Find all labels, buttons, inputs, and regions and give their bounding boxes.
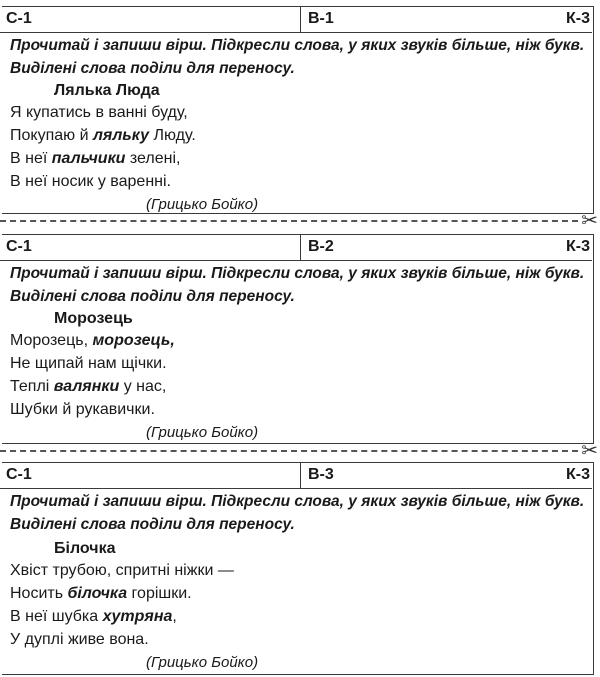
poem-title: Морозець [54,310,133,327]
poem-author: (Грицько Бойко) [146,196,259,213]
poem-line: Не щипай нам щічки. [10,355,167,372]
instruction-text: Прочитай і запиши вірш. Підкресли слова, у яких звуків більше, ніж букв. Виділені слова поділи для переносу. [10,493,585,533]
header-rule [0,32,592,33]
header-rule [0,260,592,261]
poem-line: Покупаю й ляльку Люду. [10,127,196,144]
scissors-icon: ✂ [581,440,598,462]
instruction-text: Прочитай і запиши вірш. Підкресли слова, у яких звуків більше, ніж букв. Виділені слова поділи для переносу. [10,37,585,77]
poem-line: Носить білочка горішки. [10,585,192,602]
variant-label: В-2 [308,238,334,255]
level-label: С-1 [6,238,32,255]
poem-line: Теплі валянки у нас, [10,378,167,395]
poem-title: Білочка [54,540,116,557]
poem-line: В неї носик у варенні. [10,173,171,190]
poem-line: У дуплі живе вона. [10,631,149,648]
poem-author: (Грицько Бойко) [146,424,259,441]
task-card-1 [0,6,594,214]
card-header [0,462,592,488]
cut-line [0,220,578,222]
header-divider [300,462,301,488]
card-label: К-3 [566,238,590,255]
poem-line: Морозець, морозець, [10,332,175,349]
poem-author: (Грицько Бойко) [146,654,259,671]
poem-line: Хвіст трубою, спритні ніжки — [10,562,234,579]
instruction-text: Прочитай і запиши вірш. Підкресли слова, у яких звуків більше, ніж букв. Виділені слова поділи для переносу. [10,265,585,305]
scissors-icon: ✂ [581,210,598,232]
cut-line [0,450,578,452]
poem-line: Шубки й рукавички. [10,401,155,418]
card-header [0,234,592,260]
poem-line: Я купатись в ванні буду, [10,104,188,121]
level-label: С-1 [6,466,32,483]
header-rule [0,488,592,489]
poem-line: В неї пальчики зелені, [10,150,181,167]
card-header [0,6,592,32]
header-divider [300,234,301,260]
variant-label: В-3 [308,466,334,483]
poem-title: Лялька Люда [54,82,160,99]
header-divider [300,6,301,32]
variant-label: В-1 [308,10,334,27]
task-card-2 [0,234,594,444]
task-card-3 [0,462,594,675]
level-label: С-1 [6,10,32,27]
card-label: К-3 [566,10,590,27]
card-label: К-3 [566,466,590,483]
poem-line: В неї шубка хутряна, [10,608,177,625]
